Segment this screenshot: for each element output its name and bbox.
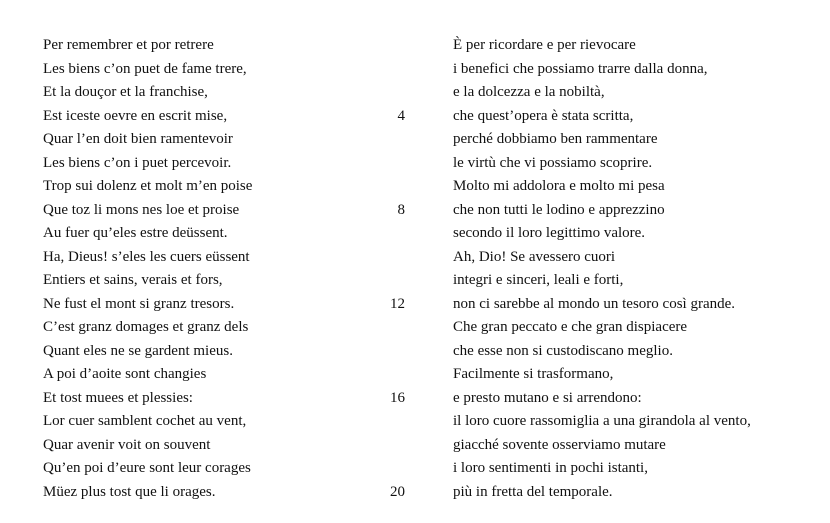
verse-line-number	[360, 340, 405, 364]
original-verse-line: Que toz li mons nes loe et proise	[43, 201, 240, 218]
original-verse-line: Les biens c’on puet de fame trere,	[43, 60, 247, 77]
original-verse-line: Les biens c’on i puet percevoir.	[43, 154, 232, 171]
translation-verse-line: e la dolcezza e la nobiltà,	[453, 84, 605, 100]
verse-line-number: 8	[397, 201, 405, 218]
translation-verse-line: giacché sovente osserviamo mutare	[453, 436, 666, 453]
translation-verse-line: Molto mi addolora e molto mi pesa	[453, 178, 665, 194]
verse-line-number	[360, 58, 405, 82]
translation-verse-line: le virtù che vi possiamo scoprire.	[453, 154, 653, 171]
translation-verse-line: È per ricordare e per rievocare	[453, 37, 636, 53]
verse-line-number	[360, 457, 405, 481]
original-verse-line: Et tost muees et plessies:	[43, 389, 193, 406]
original-verse-line: Quant eles ne se gardent mieus.	[43, 342, 233, 359]
verse-line-number	[360, 410, 405, 434]
original-verse-line: A poi d’aoite sont changies	[43, 366, 207, 382]
original-verse-line: Müez plus tost que li orages.	[43, 483, 216, 500]
translation-verse-line: Ah, Dio! Se avessero cuori	[453, 248, 616, 265]
verse-line-number	[360, 152, 405, 176]
original-verse-line: Et la douçor et la franchise,	[43, 84, 208, 100]
original-verse-line: Au fuer qu’eles estre deüssent.	[43, 225, 228, 241]
translation-verse-line: i benefici che possiamo trarre dalla donna,	[453, 60, 708, 77]
translation-verse-line: e presto mutano e si arrendono:	[453, 389, 642, 406]
translation-verse-line: che non tutti le lodino e apprezzino	[453, 201, 665, 218]
verse-line-number: 12	[390, 295, 405, 312]
verse-line-number	[360, 222, 405, 246]
verse-line-number	[360, 269, 405, 293]
translation-verse-line: che quest’opera è stata scritta,	[453, 107, 634, 124]
translation-verse-line: il loro cuore rassomiglia a una girandola al vento,	[453, 413, 751, 429]
verse-line-number	[360, 363, 405, 387]
translation-verse-line: integri e sinceri, leali e forti,	[453, 272, 624, 288]
verse-line-number	[360, 34, 405, 58]
original-verse-line: Quar avenir voit on souvent	[43, 436, 211, 453]
verse-line-number: 20	[390, 483, 405, 500]
translation-verse-line: Che gran peccato e che gran dispiacere	[453, 319, 688, 335]
translation-verse-line: più in fretta del temporale.	[453, 483, 613, 500]
translation-verse-line: secondo il loro legittimo valore.	[453, 225, 646, 241]
verse-line-number: 4	[397, 107, 405, 124]
original-verse-line: Entiers et sains, verais et fors,	[43, 272, 223, 288]
verse-line-number	[360, 246, 405, 270]
translation-verse-line: perché dobbiamo ben rammentare	[453, 131, 658, 147]
translation-verse-line: che esse non si custodiscano meglio.	[453, 342, 673, 359]
verse-line-number	[360, 316, 405, 340]
original-verse-line: Trop sui dolenz et molt m’en poise	[43, 178, 253, 194]
translation-verse-line: Facilmente si trasformano,	[453, 366, 614, 382]
original-verse-line: Per remembrer et por retrere	[43, 37, 214, 53]
verse-line-number	[360, 175, 405, 199]
original-verse-line: Ne fust el mont si granz tresors.	[43, 295, 235, 312]
translation-verse-line: non ci sarebbe al mondo un tesoro così grande.	[453, 295, 736, 312]
translation-verse-line: i loro sentimenti in pochi istanti,	[453, 460, 648, 476]
verse-line-number: 16	[390, 389, 405, 406]
verse-line-number	[360, 128, 405, 152]
verse-line-number	[360, 81, 405, 105]
original-verse-line: Est iceste oevre en escrit mise,	[43, 107, 228, 124]
original-verse-line: Lor cuer samblent cochet au vent,	[43, 413, 247, 429]
original-verse-line: C’est granz domages et granz dels	[43, 319, 249, 335]
original-verse-line: Qu’en poi d’eure sont leur corages	[43, 460, 251, 476]
verse-line-number	[360, 434, 405, 458]
original-verse-line: Ha, Dieus! s’eles les cuers eüssent	[43, 248, 250, 265]
original-verse-line: Quar l’en doit bien ramentevoir	[43, 131, 233, 147]
